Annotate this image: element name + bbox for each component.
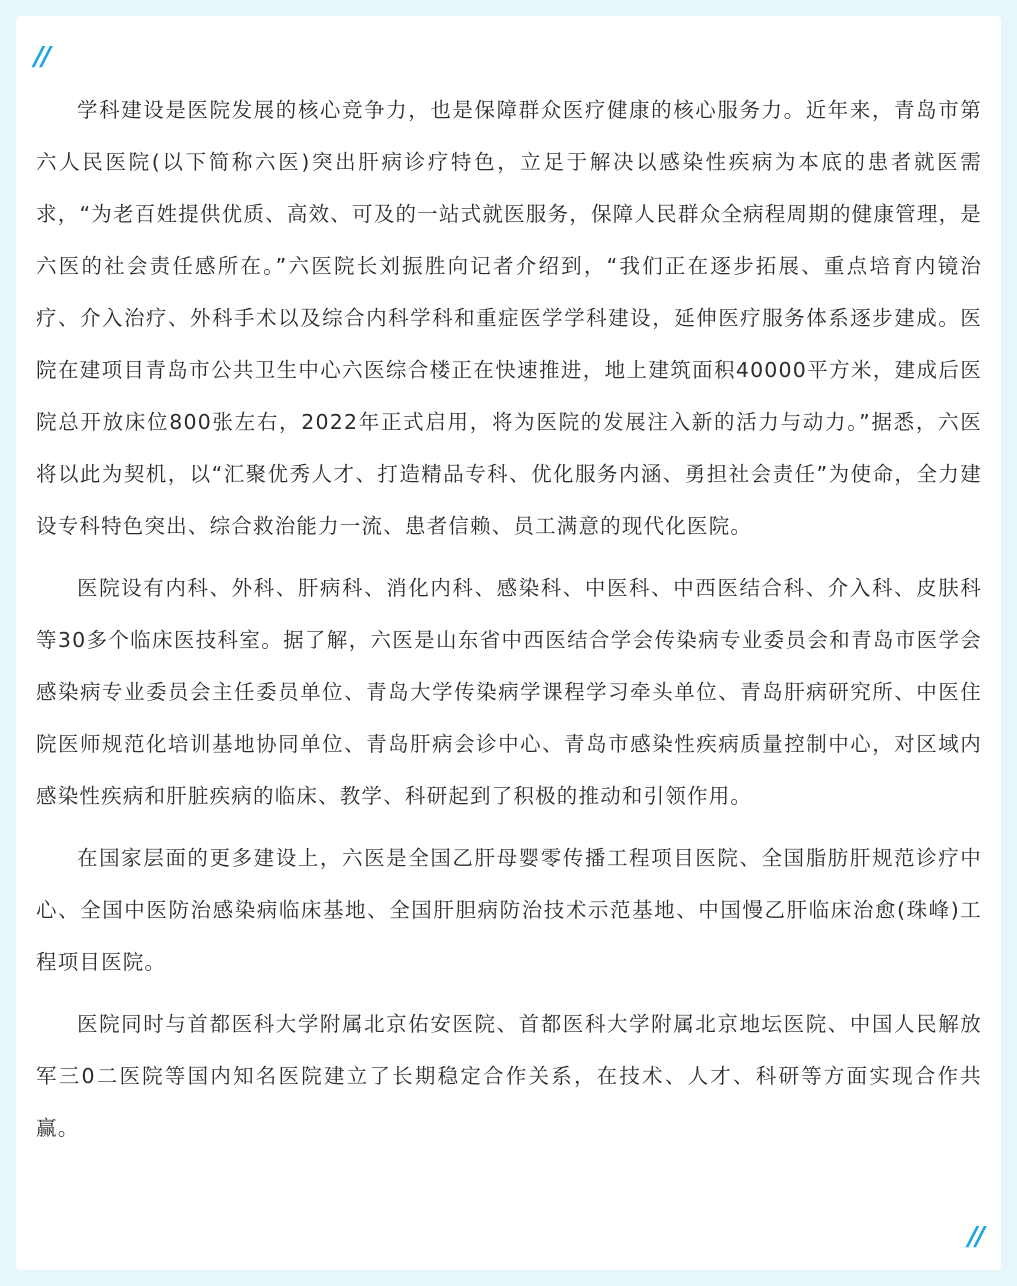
article-body bbox=[36, 84, 982, 1164]
article-card bbox=[16, 16, 1001, 1270]
paragraph-cooperation: 医院同时与首都医科大学附属北京佑安医院、首都医科大学附属北京地坛医院、中国人民解放军三0二医院等国内知名医院建立了长期稳定合作关系，在技术、人才、科研等方面实现合作共赢。 bbox=[36, 1012, 982, 1140]
bottom-slash-decoration: // bbox=[968, 1222, 983, 1252]
top-slash-decoration: // bbox=[34, 42, 49, 72]
paragraph-national-level: 在国家层面的更多建设上，六医是全国乙肝母婴零传播工程项目医院、全国脂肪肝规范诊疗中心、全国中医防治感染病临床基地、全国肝胆病防治技术示范基地、中国慢乙肝临床治愈(珠峰)工程项目医院。 bbox=[36, 846, 982, 974]
paragraph-discipline-construction: 学科建设是医院发展的核心竞争力，也是保障群众医疗健康的核心服务力。近年来，青岛市第六人民医院(以下简称六医)突出肝病诊疗特色，立足于解决以感染性疾病为本底的患者就医需求，“为老百姓提供优质、高效、可及的一站式就医服务，保障人民群众全病程周期的健康管理，是六医的社会责任感所在。”六医院长刘振胜向记者介绍到，“我们正在逐步拓展、重点培育内镜治疗、介入治疗、外科手术以及综合内科学科和重症医学学科建设，延伸医疗服务体系逐步建成。医院在建项目青岛市公共卫生中心六医综合楼正在快速推进，地上建筑面积40000平方米，建成后医院总开放床位800张左右，2022年正式启用，将为医院的发展注入新的活力与动力。”据悉，六医将以此为契机，以“汇聚优秀人才、打造精品专科、优化服务内涵、勇担社会责任”为使命，全力建设专科特色突出、综合救治能力一流、患者信赖、员工满意的现代化医院。 bbox=[36, 98, 982, 538]
paragraph-departments: 医院设有内科、外科、肝病科、消化内科、感染科、中医科、中西医结合科、介入科、皮肤科等30多个临床医技科室。据了解，六医是山东省中西医结合学会传染病专业委员会和青岛市医学会感染病专业委员会主任委员单位、青岛大学传染病学课程学习牵头单位、青岛肝病研究所、中医住院医师规范化培训基地协同单位、青岛肝病会诊中心、青岛市感染性疾病质量控制中心，对区域内感染性疾病和肝脏疾病的临床、教学、科研起到了积极的推动和引领作用。 bbox=[36, 576, 982, 808]
